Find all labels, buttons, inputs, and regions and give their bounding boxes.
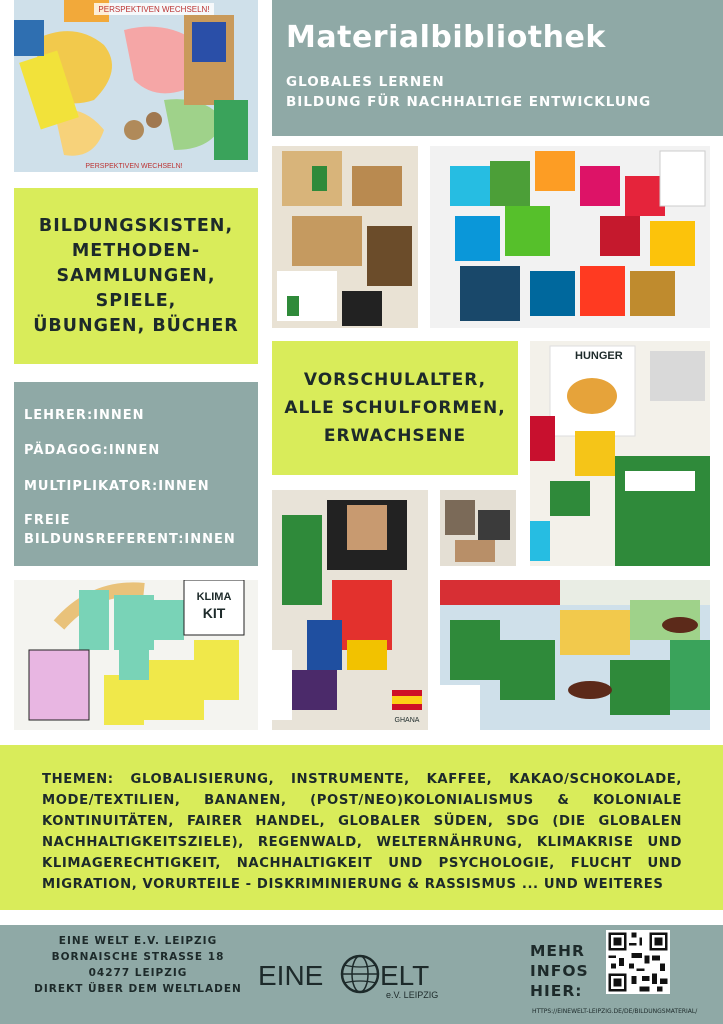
header-panel (272, 0, 723, 136)
photo-book-stack (440, 490, 516, 566)
materials-line: SPIELE, (95, 290, 177, 311)
address-city: 04277 LEIPZIG (88, 967, 188, 979)
more-info-line: HIER: (530, 982, 583, 1000)
klima-label: KLIMA (196, 591, 232, 603)
age-groups-panel (272, 341, 518, 475)
age-group-line: VORSCHULALTER, (303, 370, 487, 390)
map-label-top: PERSPEKTIVEN WECHSELN! (98, 5, 210, 14)
hunger-label: HUNGER (575, 350, 623, 362)
address-street: BORNAISCHE STRASSE 18 (51, 951, 225, 963)
logo-sub-text: e.V. LEIPZIG (386, 990, 439, 1000)
materials-panel (14, 188, 258, 364)
subtitle-global-learning: GLOBALES LERNEN (286, 74, 445, 90)
photo-klima-kit (14, 580, 258, 730)
address-org: EINE WELT E.V. LEIPZIG (58, 935, 218, 947)
materials-line: SAMMLUNGEN, (56, 265, 216, 286)
page-title: Materialbibliothek (286, 20, 606, 55)
audience-multipliers: MULTIPLIKATOR:INNEN (24, 479, 210, 494)
audience-teachers: LEHRER:INNEN (24, 408, 145, 423)
photo-perspectives-game (440, 580, 710, 730)
more-info-line: INFOS (530, 962, 589, 980)
map-label-bottom: PERSPEKTIVEN WECHSELN! (85, 163, 183, 170)
ghana-label: GHANA (394, 717, 420, 724)
photo-hunger-cards (530, 341, 710, 566)
qr-code[interactable] (606, 930, 670, 994)
eine-welt-logo (258, 951, 458, 1001)
age-group-line: ERWACHSENE (323, 426, 467, 446)
more-info-label (530, 941, 589, 1001)
photo-teaching-materials-wood (272, 146, 418, 328)
info-url[interactable]: HTTPS://EINEWELT-LEIPZIG.DE/DE/BILDUNGSMATERIAL/ (532, 1008, 698, 1015)
materials-line: BILDUNGSKISTEN, (38, 215, 234, 236)
logo-right-text: ELT (380, 960, 430, 991)
photo-sdg-cards (430, 146, 710, 328)
audience-speakers: BILDUNSREFERENT:INNEN (24, 532, 236, 547)
audience-panel (14, 382, 258, 566)
footer-panel (0, 925, 723, 1024)
kit-label: KIT (202, 605, 226, 621)
photo-world-map-game (14, 0, 258, 172)
subtitle-sustainable-education: BILDUNG FÜR NACHHALTIGE ENTWICKLUNG (286, 94, 652, 110)
globe-icon (342, 956, 378, 992)
audience-freelance: FREIE (24, 513, 71, 528)
topics-panel (0, 745, 723, 910)
more-info-line: MEHR (530, 942, 585, 960)
logo-left-text: EINE (258, 960, 324, 991)
address-note: DIREKT ÜBER DEM WELTLADEN (34, 983, 242, 995)
audience-educators: PÄDAGOG:INNEN (24, 443, 161, 458)
materials-line: ÜBUNGEN, BÜCHER (33, 315, 239, 336)
topics-text: THEMEN: GLOBALISIERUNG, INSTRUMENTE, KAFFEE, KAKAO/SCHOKOLADE, MODE/TEXTILIEN, BANANEN, (POST/NEO)KOLONIALISMUS & KOLONIALE KONTINUITÄTEN, FAIRER HANDEL, GLOBALER SÜDEN, SDG (DIE GLOBALEN NACHHALTIGKEITSZIELE), REGENWALD, WELTERNÄHRUNG, KLIMAKRISE UND KLIMAGERECHTIGKEIT, NACHHALTIGKEIT UND PSYCHOLOGIE, FLUCHT UND MIGRATION, VORURTEILE - DISKRIMINIERUNG & RASSISMUS ... UND WEITERES (42, 772, 682, 892)
age-group-line: ALLE SCHULFORMEN, (284, 398, 506, 418)
photo-ghana-box (272, 490, 428, 730)
materials-line: METHODEN- (71, 240, 201, 261)
